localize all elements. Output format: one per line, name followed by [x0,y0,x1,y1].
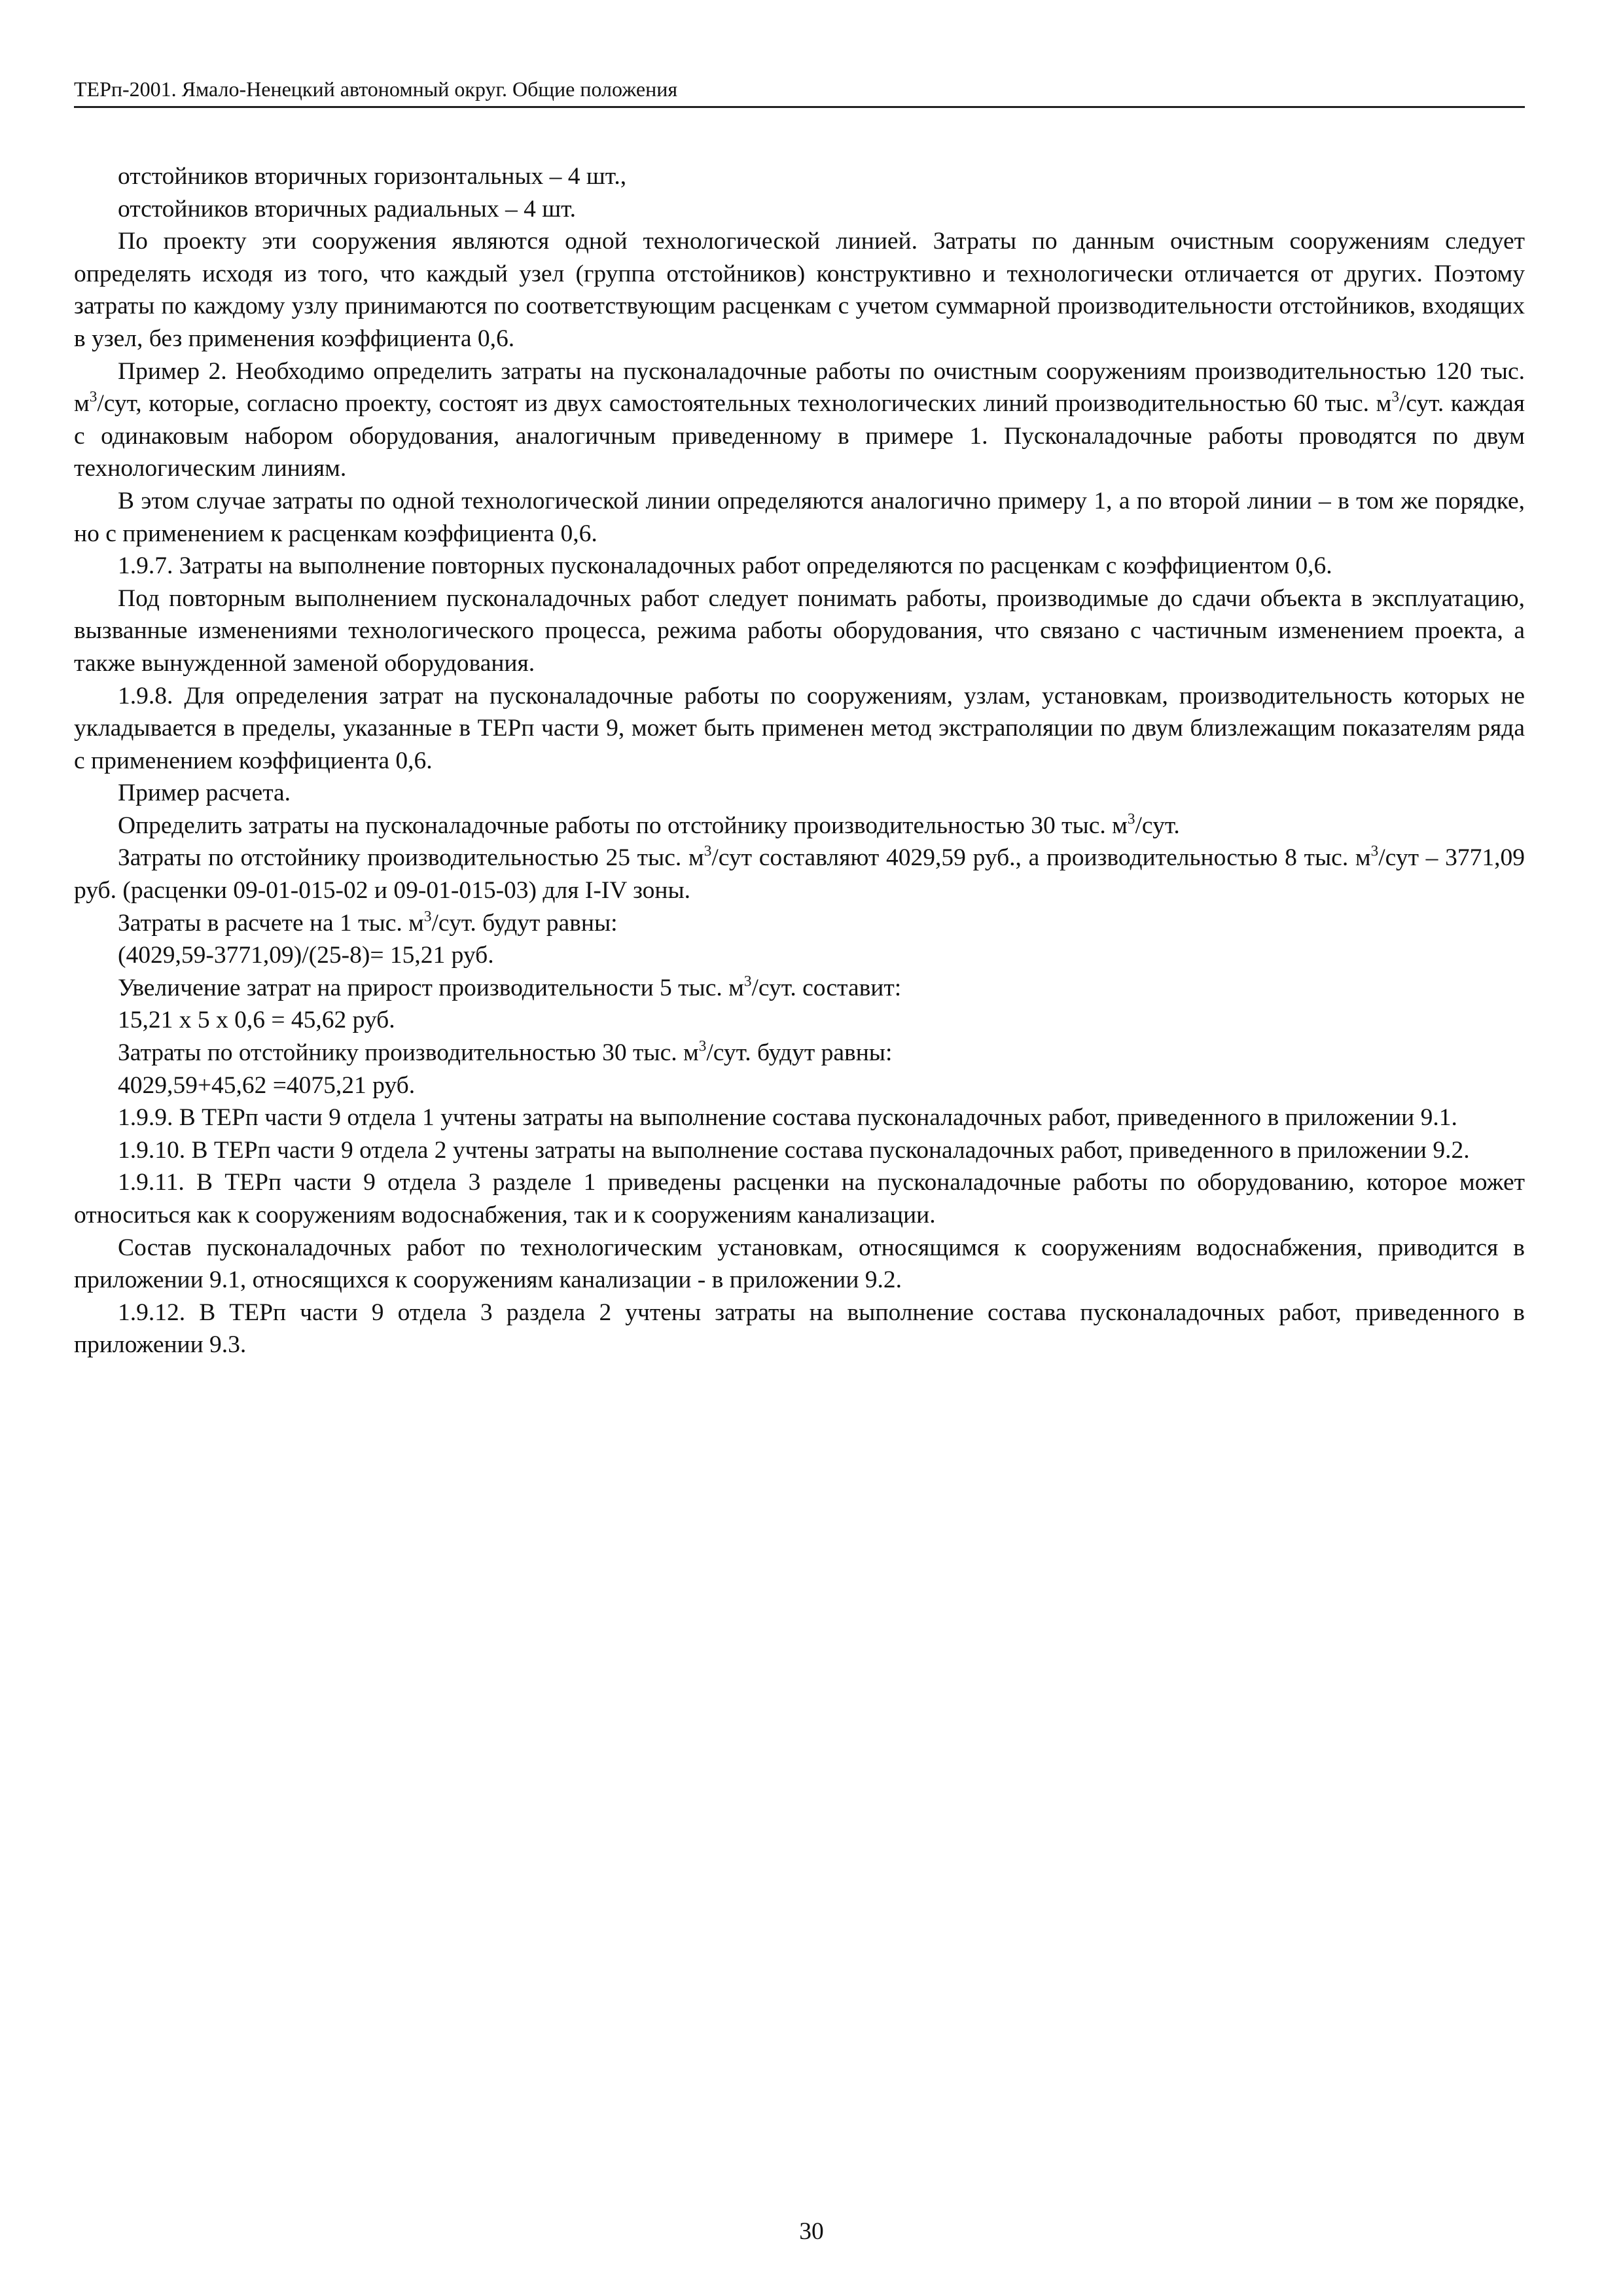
running-header [74,75,1525,108]
superscript: 3 [89,388,98,406]
paragraph-text: Определить затраты на пусконаладочные работы по отстойнику производительностью 30 тыс. м [118,812,1128,839]
paragraph-text: отстойников вторичных радиальных – 4 шт. [118,195,577,223]
paragraph-text: Затраты в расчете на 1 тыс. м [118,909,424,937]
paragraph-text: 4029,59+45,62 =4075,21 руб. [118,1071,416,1099]
page-number: 30 [799,2218,824,2245]
paragraph [74,1069,1525,1102]
paragraph-text: /сут. будут равны: [431,909,618,937]
paragraph-text: 1.9.11. В ТЕРп части 9 отдела 3 разделе 1 приведены расценки на пусконаладочные работы по оборудованию, которое может относиться как к сооружениям водоснабжения, так и к сооружениям канализации. [74,1169,1525,1229]
paragraph [74,1232,1525,1297]
paragraph-text: Под повторным выполнением пусконаладочных работ следует понимать работы, производимые до сдачи объекта в эксплуатацию, вызванные изменениями технологического процесса, режима работы оборудования, что связано с частичным изменением проекта, а также вынужденной заменой оборудования. [74,584,1525,677]
paragraph [74,193,1525,226]
paragraph-text: 1.9.7. Затраты на выполнение повторных пусконаладочных работ определяются по расценкам с коэффициентом 0,6. [118,552,1332,580]
paragraph-text: 1.9.10. В ТЕРп части 9 отдела 2 учтены затраты на выполнение состава пусконаладочных работ, приведенного в приложении 9.2. [118,1136,1470,1164]
paragraph-text: /сут. каждая с одинаковым набором оборудования, аналогичным приведенному в примере 1. Пусконаладочные работы проводятся по двум технологическим линиям. [74,390,1525,482]
superscript: 3 [423,908,432,925]
superscript: 3 [698,1037,707,1055]
paragraph [74,907,1525,940]
paragraph [74,160,1525,193]
paragraph-text: отстойников вторичных горизонтальных – 4 шт., [118,163,627,190]
paragraph [74,1037,1525,1069]
paragraph-text: В этом случае затраты по одной технологической линии определяются аналогично примеру 1, а по второй линии – в том же порядке, но с применением к расценкам коэффициента 0,6. [74,487,1525,547]
superscript: 3 [743,973,752,990]
paragraph [74,842,1525,906]
superscript: 3 [1370,843,1379,861]
paragraph-text: /сут. [1135,812,1180,839]
paragraph-text: /сут составляют 4029,59 руб., а производительностью 8 тыс. м [711,844,1371,872]
document-body [74,160,1525,1361]
header-title: ТЕРп-2001. Ямало-Ненецкий автономный округ. Общие положения [74,77,678,101]
paragraph [74,972,1525,1005]
paragraph-text: 1.9.12. В ТЕРп части 9 отдела 3 раздела 2 учтены затраты на выполнение состава пусконаладочных работ, приведенного в приложении 9.3. [74,1299,1525,1359]
paragraph-text: Пример 2. Необходимо определить затраты на пусконаладочные работы по очистным сооружениям производительностью 120 тыс. м [74,357,1525,418]
paragraph-text: Увеличение затрат на прирост производительности 5 тыс. м [118,974,744,1001]
paragraph-text: Состав пусконаладочных работ по технологическим установкам, относящимся к сооружениям водоснабжения, приводится в приложении 9.1, относящихся к сооружениям канализации - в приложении 9.2. [74,1234,1525,1294]
paragraph [74,1102,1525,1134]
paragraph-text: 1.9.8. Для определения затрат на пусконаладочные работы по сооружениям, узлам, установкам, производительность которых не укладывается в пределы, указанные в ТЕРп части 9, может быть применен метод экстраполяции по двум близлежащим показателям ряда с применением коэффициента 0,6. [74,682,1525,774]
paragraph [74,225,1525,355]
paragraph-text: /сут. будут равны: [706,1039,893,1067]
paragraph-text: По проекту эти сооружения являются одной технологической линией. Затраты по данным очистным сооружениям следует определять исходя из того, что каждый узел (группа отстойников) конструктивно и технологически отличается от других. Поэтому затраты по каждому узлу принимаются по соответствующим расценкам с учетом суммарной производительности отстойников, входящих в узел, без применения коэффициента 0,6. [74,228,1525,352]
paragraph-text: Затраты по отстойнику производительностью 25 тыс. м [118,844,704,872]
paragraph [74,550,1525,583]
paragraph-text: 15,21 х 5 х 0,6 = 45,62 руб. [118,1007,395,1034]
paragraph [74,810,1525,842]
paragraph-text: Пример расчета. [118,780,291,807]
paragraph [74,680,1525,778]
paragraph [74,1166,1525,1231]
paragraph-text: /сут. составит: [751,974,902,1001]
superscript: 3 [1391,388,1399,406]
paragraph [74,1297,1525,1361]
paragraph-text: /сут – 3771,09 руб. (расценки 09-01-015-02 и 09-01-015-03) для I-IV зоны. [74,844,1525,905]
paragraph-text: 1.9.9. В ТЕРп части 9 отдела 1 учтены затраты на выполнение состава пусконаладочных работ, приведенного в приложении 9.1. [118,1104,1457,1132]
paragraph [74,355,1525,485]
superscript: 3 [1127,810,1135,828]
paragraph [74,777,1525,810]
paragraph [74,485,1525,550]
paragraph [74,1134,1525,1167]
paragraph [74,939,1525,972]
paragraph [74,583,1525,680]
superscript: 3 [704,843,712,861]
paragraph-text: Затраты по отстойнику производительностью 30 тыс. м [118,1039,699,1067]
paragraph-text: /сут, которые, согласно проекту, состоят из двух самостоятельных технологических линий производительностью 60 тыс. м [97,390,1392,418]
paragraph [74,1004,1525,1037]
paragraph-text: (4029,59-3771,09)/(25-8)= 15,21 руб. [118,942,494,969]
